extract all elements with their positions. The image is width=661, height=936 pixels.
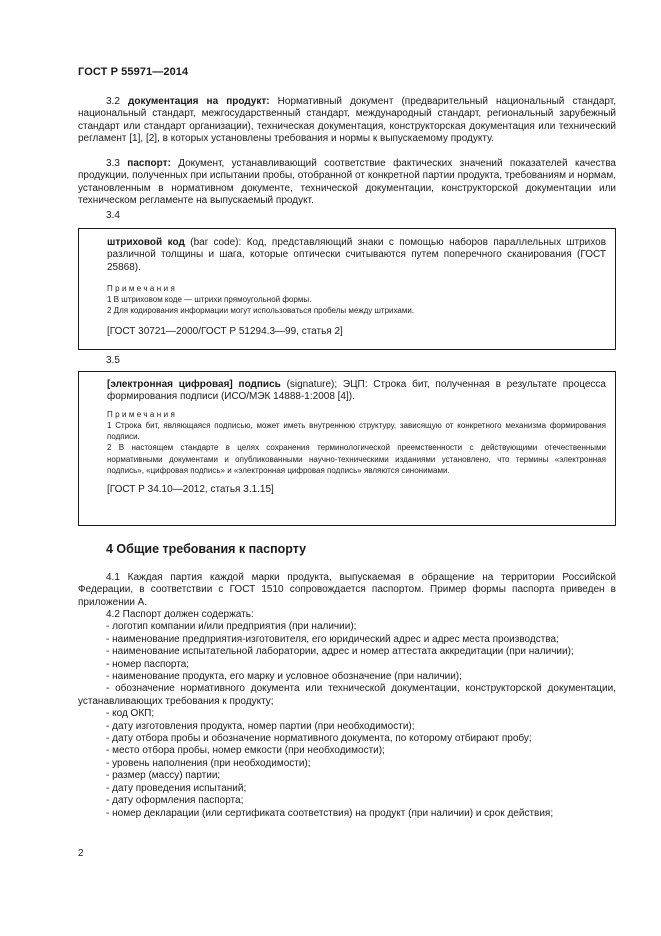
term-definition: Нормативный документ (предварительный национальный стандарт, национальный стандарт, межгосударственный стандарт, международный стандарт, региональный зарубежный стандарт или стандарт организации), техническая документация, конструкторская документация или технический регламент [1], [2], в которых установлены требования и нормы к выпускаемому продукту. [78, 96, 616, 144]
note-item: 1 В штриховом коде — штрихи прямоугольной формы. [107, 294, 312, 304]
term-name: [электронная цифровая] подпись [107, 379, 281, 390]
source-reference: [ГОСТ Р 34.10—2012, статья 3.1.15] [107, 483, 274, 495]
clause-3-4-box [78, 228, 616, 350]
list-item: - код ОКП; [106, 708, 155, 720]
section-heading: 4 Общие требования к паспорту [106, 542, 307, 556]
list-item: - обозначение нормативного документа или технической документации, конструкторской документации, устанавливающих требования к продукту; [78, 683, 616, 707]
term-entry [107, 379, 606, 404]
note-item: 2 Для кодирования информации могут использоваться пробелы между штрихами. [107, 306, 415, 316]
list-item: - номер декларации (или сертификата соответствия) на продукт (при наличии) и срок действия; [106, 807, 554, 819]
list-item: - логотип компании и/или предприятия (при наличии); [106, 621, 357, 633]
notes-title: Примечания [107, 283, 178, 293]
list-item: - дату оформления паспорта; [106, 795, 244, 807]
clause-number: 3.3 [106, 158, 120, 169]
list-item: - дату отбора пробы и обозначение нормативного документа, по которому отбирают пробу; [106, 733, 532, 745]
term-name: штриховой код [107, 237, 185, 248]
term-definition: (signature); ЭЦП: Строка бит, полученная в результате процесса формирования подписи (ИСО/МЭК 14888-1:2008 [4]). [107, 379, 606, 403]
list-item: - дату проведения испытаний; [106, 782, 247, 794]
list-item: - наименование предприятия-изготовителя, его юридический адрес и адрес места производства; [106, 633, 559, 645]
term-name: паспорт: [127, 158, 171, 169]
page-number: 2 [78, 848, 84, 859]
clause-number: 3.2 [106, 96, 120, 107]
note-item: 1 Строка бит, являющаяся подписью, может иметь внутреннюю структуру, зависящую от конкретного механизма формирования подписи. [107, 420, 606, 441]
clause-3-4-number: 3.4 [106, 210, 120, 221]
list-item: - размер (массу) партии; [106, 770, 221, 782]
term-entry [107, 237, 606, 274]
term-name: документация на продукт: [127, 96, 270, 107]
list-item: - наименование испытательной лаборатории, адрес и номер аттестата аккредитации (при наличии); [106, 646, 574, 658]
list-item: - место отбора пробы, номер емкости (при необходимости); [106, 745, 385, 757]
term-definition: (bar code): Код, представляющий знаки с помощью наборов параллельных штрихов различной толщины и шага, которые оптически считываются путем поперечного сканирования (ГОСТ 25868). [107, 237, 607, 273]
clause-3-5-box [78, 371, 616, 526]
clause-4-2-list [78, 609, 616, 820]
list-item: - уровень наполнения (при необходимости); [106, 757, 311, 769]
source-reference: [ГОСТ 30721—2000/ГОСТ Р 51294.3—99, статья 2] [107, 325, 343, 337]
clause-3-5-number: 3.5 [106, 355, 120, 366]
clause-3-2 [78, 96, 616, 145]
clause-3-3 [78, 158, 616, 207]
term-definition: Документ, устанавливающий соответствие фактических значений показателей качества продукции, полученных при испытании пробы, отобранной от конкретной партии продукта, требованиям и нормам, установленным в нормативном документе, технической документации, конструкторской документации или техническом регламенте на выпускаемый продукт. [78, 158, 616, 206]
list-item: - наименование продукта, его марку и условное обозначение (при наличии); [106, 671, 462, 683]
clause-4-1: 4.1 Каждая партия каждой марки продукта, выпускаемая в обращение на территории Российской Федерации, в соответствии с ГОСТ 1510 сопровождается паспортом. Пример формы паспорта приведен в приложении А. [78, 572, 616, 608]
list-item: - номер паспорта; [106, 658, 190, 670]
document-header: ГОСТ Р 55971—2014 [78, 66, 189, 78]
notes-title: Примечания [107, 409, 178, 419]
note-item: 2 В настоящем стандарте в целях сохранения терминологической преемственности с действующими отечественными нормативными документами и опубликованными научно-техническими изданиями установлено, что термины «электронная подпись», «цифровая подпись» и «электронная цифровая подпись» являются синонимами. [107, 443, 606, 476]
clause-4-2-intro: 4.2 Паспорт должен содержать: [106, 609, 254, 620]
list-item: - дату изготовления продукта, номер партии (при необходимости); [106, 720, 415, 732]
